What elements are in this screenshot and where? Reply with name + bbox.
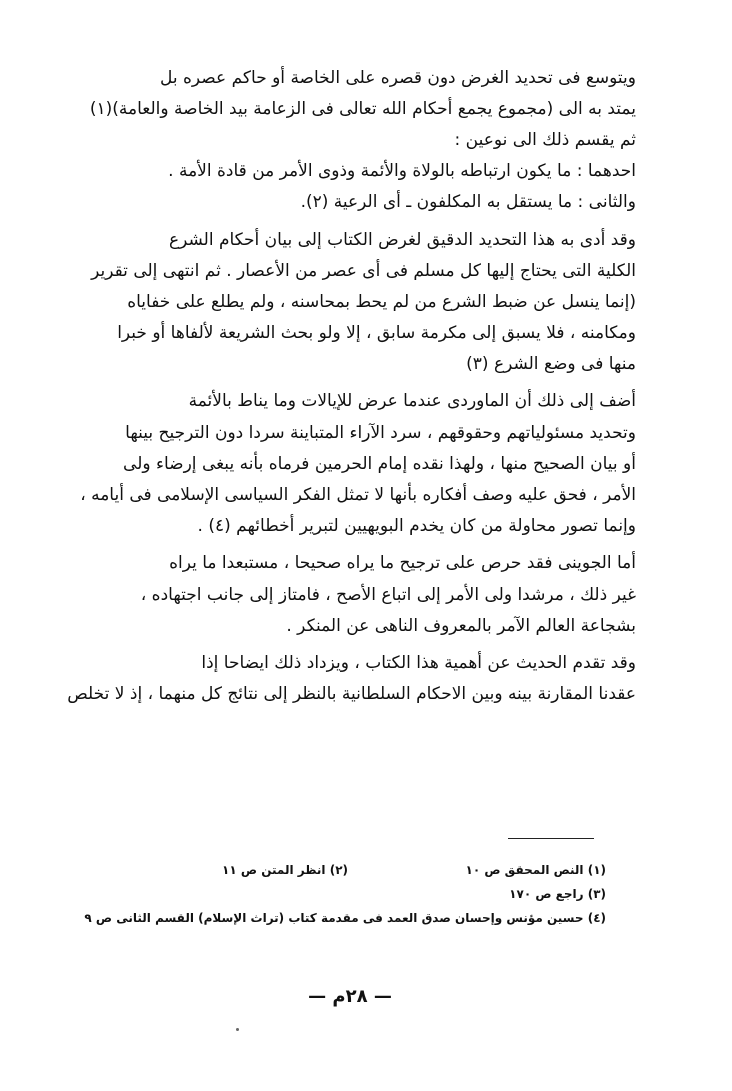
page-number: — ٢٨م — (308, 986, 392, 1007)
text-line: غير ذلك ، مرشدا ولى الأمر إلى اتباع الأصح ، فامتاز إلى جانب اجتهاده ، (140, 584, 636, 605)
footnote-divider (508, 838, 594, 839)
footnote-row (84, 906, 606, 930)
text-line: وقد تقدم الحديث عن أهمية هذا الكتاب ، ويزداد ذلك ايضاحا إذا (201, 652, 636, 673)
footnote-2: (٢) انظر المتن ص ١١ (222, 863, 348, 877)
text-line: ويتوسع فى تحديد الغرض دون قصره على الخاصة أو حاكم عصره بل (160, 67, 636, 88)
footnote-1: (١) النص المحقق ص ١٠ (465, 863, 606, 877)
text-line: (إنما ينسل عن ضبط الشرع من لم يحط بمحاسنه ، ولم يطلع على خفاياه (127, 291, 636, 312)
text-line: وتحديد مسئولياتهم وحقوقهم ، سرد الآراء المتباينة سردا دون الترجيح بينها (125, 422, 636, 443)
scan-speck (236, 1028, 239, 1031)
text-line: أضف إلى ذلك أن الماوردى عندما عرض للإيالات وما يناط بالأئمة (188, 391, 636, 412)
footnote-row (90, 882, 606, 906)
footnotes (84, 858, 606, 930)
main-text (67, 62, 636, 710)
text-line: ومكامنه ، فلا يسبق إلى مكرمة سابق ، إلا ولو بحث الشريعة لألفاها أو خبرا (117, 323, 636, 344)
text-line: أما الجوينى فقد حرص على ترجيح ما يراه صحيحا ، مستبعدا ما يراه (169, 553, 636, 574)
text-line: الأمر ، فحق عليه وصف أفكاره بأنها لا تمثل الفكر السياسى الإسلامى فى أيامه ، (80, 485, 636, 506)
text-line: منها فى وضع الشرع (٣) (466, 354, 636, 375)
footnote-4: (٤) حسين مؤنس وإحسان صدق العمد فى مقدمة كتاب (تراث الإسلام) القسم الثانى ص ٩ (84, 911, 606, 925)
footnote-row (90, 858, 606, 882)
text-line: ثم يقسم ذلك الى نوعين : (454, 129, 636, 150)
text-line: الكلية التى يحتاج إليها كل مسلم فى أى عصر من الأعصار . ثم انتهى إلى تقرير (91, 260, 636, 281)
text-line: والثانى : ما يستقل به المكلفون ـ أى الرعية (٢). (300, 192, 636, 213)
text-line: أو بيان الصحيح منها ، ولهذا نقده إمام الحرمين فرماه بأنه يبغى إرضاء ولى (123, 453, 636, 474)
text-line: عقدنا المقارنة بينه وبين الاحكام السلطانية بالنظر إلى نتائج كل منهما ، إذ لا تخلص (67, 684, 636, 705)
text-line: وإنما تصور محاولة من كان يخدم البويهيين لتبرير أخطائهم (٤) . (197, 516, 636, 537)
text-line: بشجاعة العالم الآمر بالمعروف الناهى عن المنكر . (286, 615, 636, 636)
text-line: وقد أدى به هذا التحديد الدقيق لغرض الكتاب إلى بيان أحكام الشرع (168, 229, 636, 250)
text-line: احدهما : ما يكون ارتباطه بالولاة والأئمة وذوى الأمر من قادة الأمة . (168, 161, 636, 182)
text-line: يمتد به الى (مجموع يجمع أحكام الله تعالى فى الزعامة بيد الخاصة والعامة)(١) (89, 98, 636, 119)
footnote-3: (٣) راجع ص ١٧٠ (509, 887, 606, 901)
